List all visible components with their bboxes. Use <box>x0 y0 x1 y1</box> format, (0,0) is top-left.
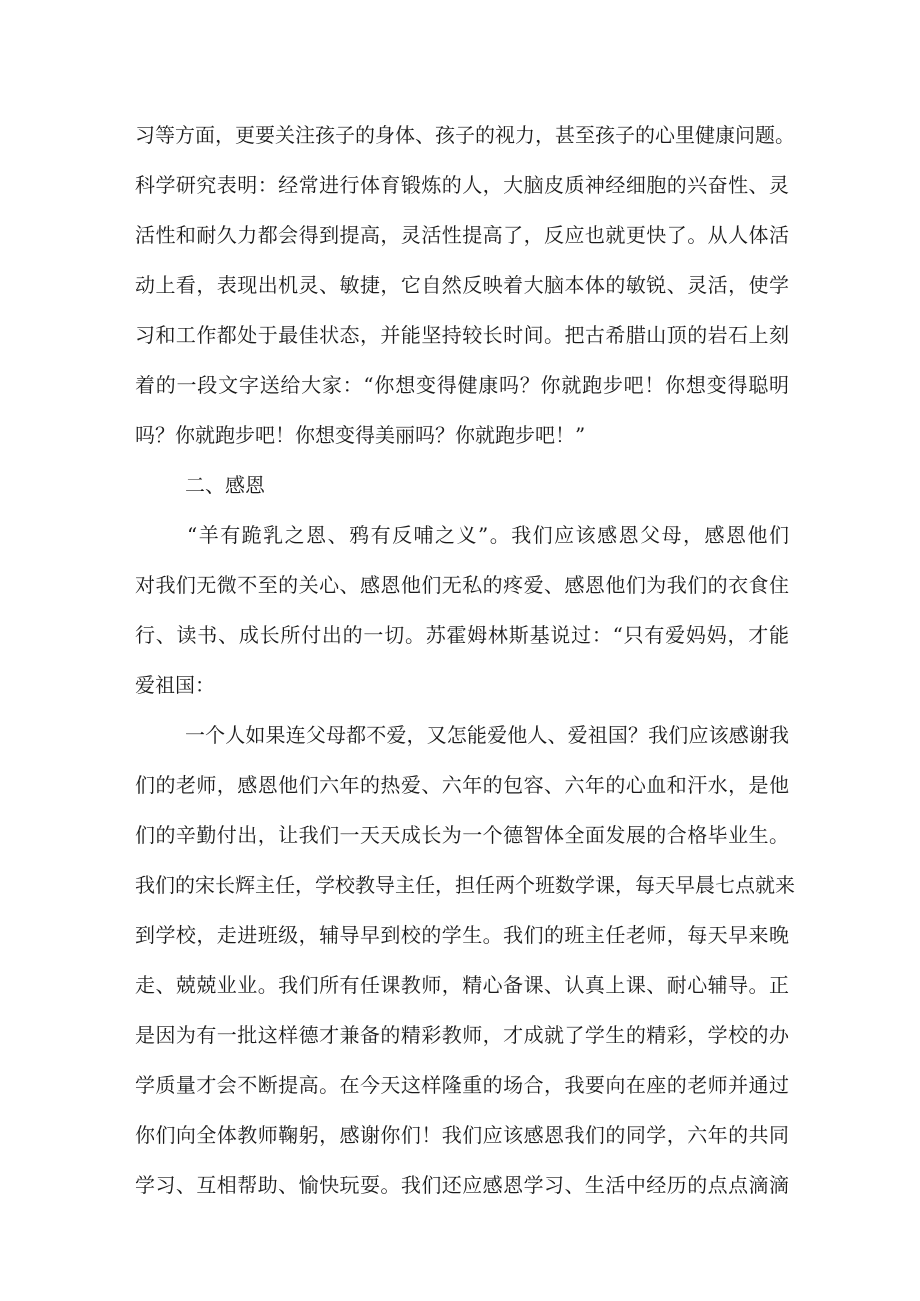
paragraph-3-line-4: 我们的宋长辉主任，学校教导主任，担任两个班数学课，每天早晨七点就来 <box>135 873 795 897</box>
paragraph-3-line-2: 们的老师，感恩他们六年的热爱、六年的包容、六年的心血和汗水，是他 <box>135 773 789 797</box>
paragraph-3-line-7: 是因为有一批这样德才兼备的精彩教师，才成就了学生的精彩，学校的办 <box>135 1023 789 1047</box>
paragraph-3-line-6: 走、兢兢业业。我们所有任课教师，精心备课、认真上课、耐心辅导。正 <box>135 973 789 997</box>
paragraph-1-line-6: 着的一段文字送给大家：“你想变得健康吗？你就跑步吧！你想变得聪明 <box>135 373 789 397</box>
paragraph-2-line-3: 行、读书、成长所付出的一切。苏霍姆林斯基说过：“只有爱妈妈，才能 <box>135 623 789 647</box>
paragraph-3-line-1: 一个人如果连父母都不爱，又怎能爱他人、爱祖国？我们应该感谢我 <box>185 723 789 747</box>
paragraph-3-line-10: 学习、互相帮助、愉快玩耍。我们还应感恩学习、生活中经历的点点滴滴 <box>135 1173 789 1197</box>
section-heading: 二、感恩 <box>185 473 265 497</box>
paragraph-3-line-9: 你们向全体教师鞠躬，感谢你们！我们应该感恩我们的同学，六年的共同 <box>135 1123 789 1147</box>
paragraph-1-line-1: 习等方面，更要关注孩子的身体、孩子的视力，甚至孩子的心里健康问题。 <box>135 123 795 147</box>
paragraph-3-line-5: 到学校，走进班级，辅导早到校的学生。我们的班主任老师，每天早来晚 <box>135 923 789 947</box>
paragraph-3-line-3: 们的辛勤付出，让我们一天天成长为一个德智体全面发展的合格毕业生。 <box>135 823 789 847</box>
paragraph-3-line-8: 学质量才会不断提高。在今天这样隆重的场合，我要向在座的老师并通过 <box>135 1073 789 1097</box>
paragraph-1-line-7: 吗？你就跑步吧！你想变得美丽吗？你就跑步吧！” <box>135 423 586 447</box>
paragraph-2-line-1: “羊有跪乳之恩、鸦有反哺之义”。我们应该感恩父母，感恩他们 <box>187 523 789 547</box>
paragraph-1-line-3: 活性和耐久力都会得到提高，灵活性提高了，反应也就更快了。从人体活 <box>135 223 789 247</box>
paragraph-2-line-2: 对我们无微不至的关心、感恩他们无私的疼爱、感恩他们为我们的衣食住 <box>135 573 789 597</box>
paragraph-1-line-5: 习和工作都处于最佳状态，并能坚持较长时间。把古希腊山顶的岩石上刻 <box>135 323 789 347</box>
paragraph-2-line-4: 爱祖国： <box>135 673 215 697</box>
paragraph-1-line-4: 动上看，表现出机灵、敏捷，它自然反映着大脑本体的敏锐、灵活，使学 <box>135 273 789 297</box>
paragraph-1-line-2: 科学研究表明：经常进行体育锻炼的人，大脑皮质神经细胞的兴奋性、灵 <box>135 173 789 197</box>
